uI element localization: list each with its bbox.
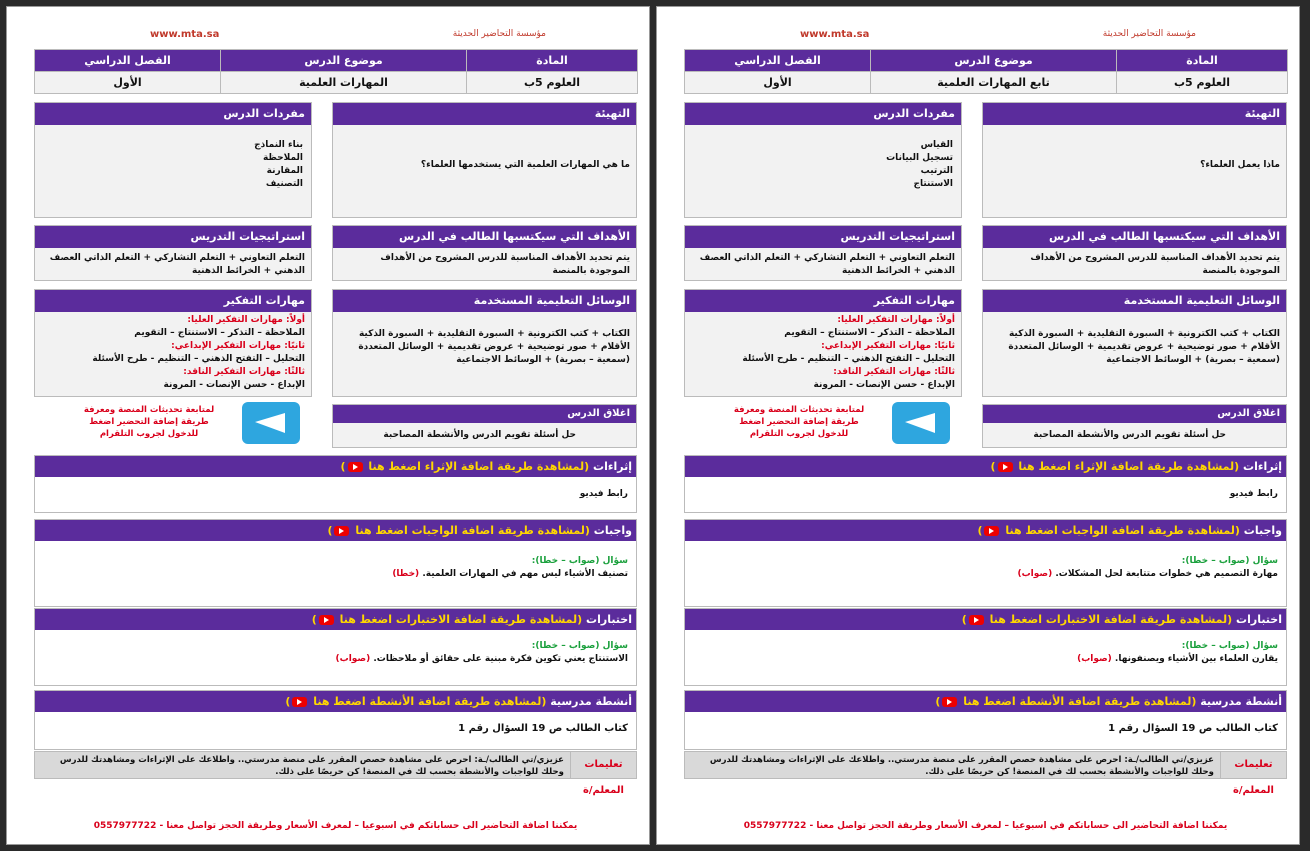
youtube-icon [984,526,999,536]
vocab-item: القياس [920,140,953,150]
enrich-how-link[interactable]: (لمشاهدة طريقة اضافة الإثراء اضغط هنا ) [340,460,590,473]
goals-box: الأهداف التي سيكتسبها الطالب في الدرس يتم تحديد الأهداف المناسبة للدرس المشروح من الأهداف الموجودة بالمنصة [982,225,1287,281]
telegram-text[interactable]: لمتابعة تحديثات المنصة ومعرفة طريقة إضافة التحضير اضغط للدخول لجروب التلقرام [733,405,865,439]
enrich-section: إثراءات (لمشاهدة طريقة اضافة الإثراء اضغط هنا ) رابط فيديو [34,455,637,513]
org-name: مؤسسة التحاضير الحديثة [452,29,546,39]
subject-value: العلوم 5ب [467,72,638,94]
youtube-icon [334,526,349,536]
lesson-page-1 [6,6,650,845]
tools-box: الوسائل التعليمية المستخدمة الكتاب + كتب الكترونية + السبورة التقليدية + السبورة الذكية الأقلام + صور توضيحية + عروض تقديمية + الوسائل المتعددة (سمعية – بصرية) + الوسائط الاجتماعية [332,289,637,397]
strategies-box: استراتيجيات التدريس التعلم التعاوني + التعلم التشاركي + التعلم الذاتي العصف الذهني + الخرائط الذهنية [684,225,962,281]
tests-how-link[interactable]: (لمشاهدة طريقة اضافة الاختبارات اضغط هنا ) [311,613,583,626]
subject-header: المادة [1117,50,1288,72]
youtube-icon [942,697,957,707]
enrich-section: إثراءات (لمشاهدة طريقة اضافة الإثراء اضغط هنا ) رابط فيديو [684,455,1287,513]
footer-contact: يمكننا اضافة التحاضير الى حساباتكم في اسبوعيا – لمعرف الأسعار وطريقة الحجز تواصل معنا - 0557977722 [743,821,1228,831]
lesson-header-table [34,49,638,94]
topic-value: تابع المهارات العلمية [871,72,1117,94]
activities-section: أنشطة مدرسية (لمشاهدة طريقة اضافة الأنشطة اضغط هنا ) كتاب الطالب ص 19 السؤال رقم 1 [684,690,1287,750]
telegram-icon[interactable] [242,402,300,444]
subject-header: المادة [467,50,638,72]
intro-question: ماذا يعمل العلماء؟ [1200,160,1280,170]
semester-value: الأول [35,72,221,94]
youtube-icon [348,462,363,472]
activities-section: أنشطة مدرسية (لمشاهدة طريقة اضافة الأنشطة اضغط هنا ) كتاب الطالب ص 19 السؤال رقم 1 [34,690,637,750]
enrich-how-link[interactable]: (لمشاهدة طريقة اضافة الإثراء اضغط هنا ) [990,460,1240,473]
vocab-box: مفردات الدرس بناء النماذج الملاحظة المقارنة التصنيف [34,102,312,218]
telegram-text[interactable]: لمتابعة تحديثات المنصة ومعرفة طريقة إضافة التحضير اضغط للدخول لجروب التلقرام [83,405,215,439]
teacher-instructions: تعليمات المعلم/ة عزيزي/تي الطالب/ـة: احرص على مشاهدة حصص المقرر على منصة مدرستي.. واطلاعك على الإثراءات ومشاهدتك للدرس وحلك للواجبات والأنشطة بحسب لك في المنصة! كن حريصًا على ذلك. [34,751,637,779]
tests-section: اختبارات (لمشاهدة طريقة اضافة الاختبارات اضغط هنا ) سؤال (صواب – خطا): يقارن العلماء بين الأشياء ويصنفونها. (صواب) [684,608,1287,686]
vocab-item: الاستنتاج [913,179,953,189]
activities-how-link[interactable]: (لمشاهدة طريقة اضافة الأنشطة اضغط هنا ) [285,695,547,708]
subject-value: العلوم 5ب [1117,72,1288,94]
footer-contact: يمكننا اضافة التحاضير الى حساباتكم في اسبوعيا – لمعرف الأسعار وطريقة الحجز تواصل معنا - 0557977722 [93,821,578,831]
strategies-box: استراتيجيات التدريس التعلم التعاوني + التعلم التشاركي + التعلم الذاتي العصف الذهني + الخرائط الذهنية [34,225,312,281]
youtube-icon [292,697,307,707]
youtube-icon [969,615,984,625]
topic-header: موضوع الدرس [871,50,1117,72]
homework-section: واجبات (لمشاهدة طريقة اضافة الواجبات اضغط هنا ) سؤال (صواب – خطا): مهارة التصميم هي خطوات متتابعة لحل المشكلات. (صواب) [684,519,1287,607]
thinking-box: مهارات التفكير أولاً: مهارات التفكير العليا: الملاحظة – التذكر – الاستنتاج – التقويم ثانيًا: مهارات التفكير الإبداعي: التحليل – التفتح الذهني – التنظيم - طرح الأسئلة ثالثًا: مهارات التفكير الناقد: الإبداع - حسن الإنصات - المرونة [34,289,312,397]
activities-how-link[interactable]: (لمشاهدة طريقة اضافة الأنشطة اضغط هنا ) [935,695,1197,708]
tests-section: اختبارات (لمشاهدة طريقة اضافة الاختبارات اضغط هنا ) سؤال (صواب – خطا): الاستنتاج يعني تكوين فكرة مبنية على حقائق أو ملاحظات. (صواب) [34,608,637,686]
site-link[interactable]: www.mta.sa [150,29,220,40]
vocab-item: بناء النماذج [254,140,303,150]
org-name: مؤسسة التحاضير الحديثة [1102,29,1196,39]
semester-header: الفصل الدراسي [35,50,221,72]
topic-header: موضوع الدرس [221,50,467,72]
closing-box: اغلاق الدرس حل أسئلة تقويم الدرس والأنشطة المصاحبة [982,404,1287,448]
tools-box: الوسائل التعليمية المستخدمة الكتاب + كتب الكترونية + السبورة التقليدية + السبورة الذكية الأقلام + صور توضيحية + عروض تقديمية + الوسائل المتعددة (سمعية – بصرية) + الوسائط الاجتماعية [982,289,1287,397]
vocab-item: الملاحظة [262,153,303,163]
youtube-icon [319,615,334,625]
youtube-icon [998,462,1013,472]
intro-box: التهيئة ماذا يعمل العلماء؟ [982,102,1287,218]
semester-value: الأول [685,72,871,94]
semester-header: الفصل الدراسي [685,50,871,72]
homework-how-link[interactable]: (لمشاهدة طريقة اضافة الواجبات اضغط هنا ) [327,524,590,537]
homework-how-link[interactable]: (لمشاهدة طريقة اضافة الواجبات اضغط هنا ) [977,524,1240,537]
goals-box: الأهداف التي سيكتسبها الطالب في الدرس يتم تحديد الأهداف المناسبة للدرس المشروح من الأهداف الموجودة بالمنصة [332,225,637,281]
lesson-page-2 [656,6,1300,845]
intro-box: التهيئة ما هي المهارات العلمية التي يستخدمها العلماء؟ [332,102,637,218]
closing-box: اغلاق الدرس حل أسئلة تقويم الدرس والأنشطة المصاحبة [332,404,637,448]
thinking-box: مهارات التفكير أولاً: مهارات التفكير العليا: الملاحظة – التذكر – الاستنتاج – التقويم ثانيًا: مهارات التفكير الإبداعي: التحليل – التفتح الذهني – التنظيم - طرح الأسئلة ثالثًا: مهارات التفكير الناقد: الإبداع - حسن الإنصات - المرونة [684,289,962,397]
vocab-item: التصنيف [265,179,303,189]
site-link[interactable]: www.mta.sa [800,29,870,40]
vocab-box: مفردات الدرس القياس تسجيل البيانات الترتيب الاستنتاج [684,102,962,218]
homework-section: واجبات (لمشاهدة طريقة اضافة الواجبات اضغط هنا ) سؤال (صواب – خطا): تصنيف الأشياء ليس مهم في المهارات العلمية. (خطا) [34,519,637,607]
vocab-item: المقارنة [266,166,303,176]
intro-question: ما هي المهارات العلمية التي يستخدمها العلماء؟ [420,160,630,170]
vocab-item: تسجيل البيانات [886,153,953,163]
topic-value: المهارات العلمية [221,72,467,94]
teacher-instructions: تعليمات المعلم/ة عزيزي/تي الطالب/ـة: احرص على مشاهدة حصص المقرر على منصة مدرستي.. واطلاعك على الإثراءات ومشاهدتك للدرس وحلك للواجبات والأنشطة بحسب لك في المنصة! كن حريصًا على ذلك. [684,751,1287,779]
tests-how-link[interactable]: (لمشاهدة طريقة اضافة الاختبارات اضغط هنا ) [961,613,1233,626]
telegram-icon[interactable] [892,402,950,444]
vocab-item: الترتيب [920,166,953,176]
lesson-header-table [684,49,1288,94]
